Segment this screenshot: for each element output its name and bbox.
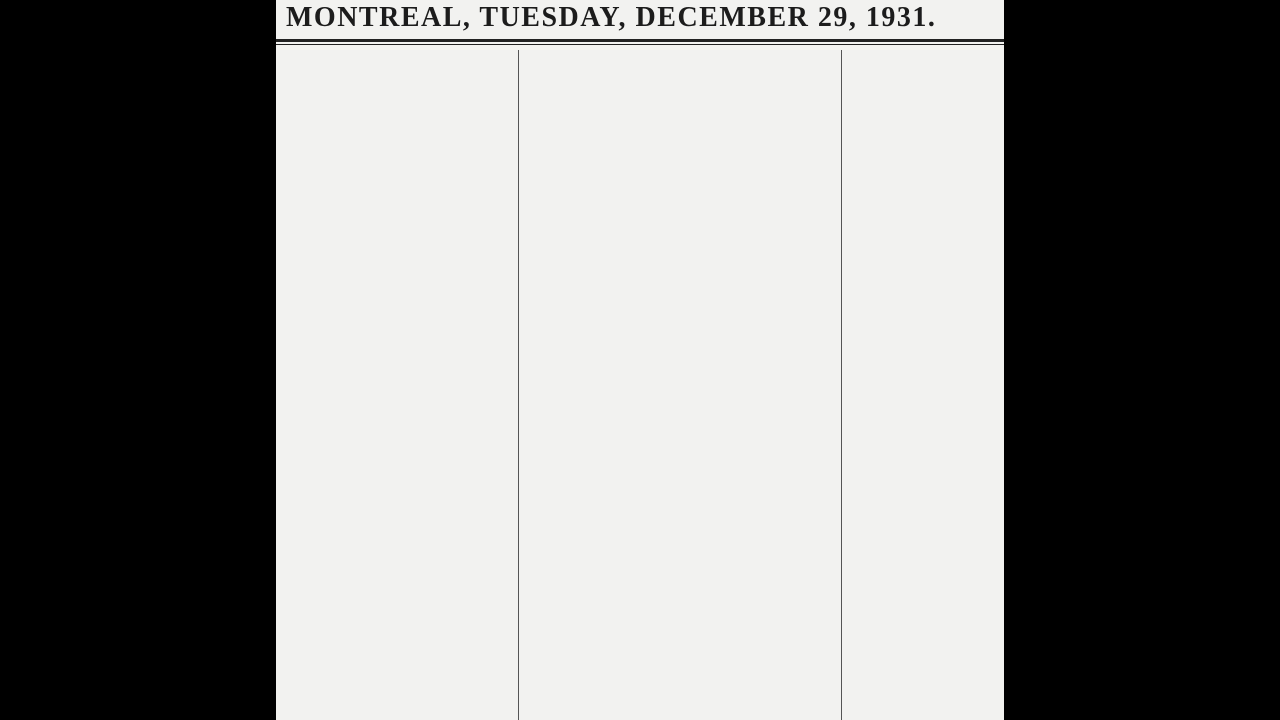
masthead-dateline: MONTREAL, TUESDAY, DECEMBER 29, 1931. (286, 2, 937, 33)
column-divider (841, 50, 842, 720)
masthead (276, 0, 1004, 40)
masthead-rule-thin (276, 44, 1004, 45)
newspaper-clipping (276, 0, 1004, 720)
column-divider (518, 50, 519, 720)
masthead-rule (276, 39, 1004, 42)
